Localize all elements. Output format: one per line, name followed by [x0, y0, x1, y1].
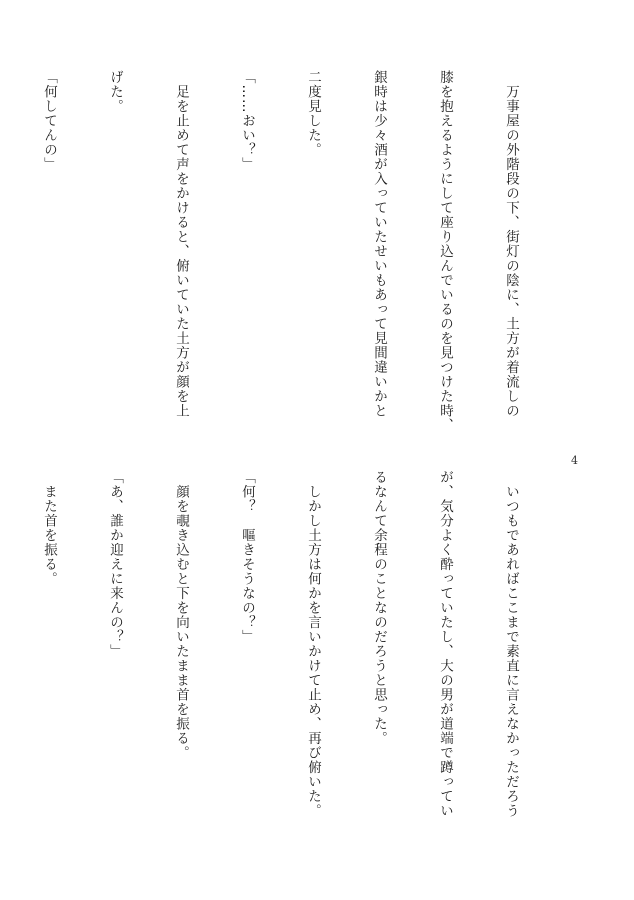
text-line: しかし土方は何かを言いかけて止め、再び俯いた。	[305, 470, 321, 818]
text-line: 二度見した。	[305, 70, 321, 157]
text-line: いつもであればここまで素直に言えなかっただろう	[503, 470, 519, 818]
text-line: 銀時は少々酒が入っていたせいもあって見間違いかと	[371, 70, 387, 418]
text-line: また首を振る。	[41, 470, 57, 586]
text-line: 「何してんの」	[41, 70, 57, 172]
text-line: 膝を抱えるようにして座り込んでいるのを見つけた時、	[437, 70, 453, 433]
text-block-lower	[0, 470, 566, 870]
text-line: が、気分よく酔っていたし、大の男が道端で蹲ってい	[437, 470, 453, 818]
text-line: げた。	[107, 70, 123, 114]
text-line: るなんて余程のことなのだろうと思った。	[371, 470, 387, 746]
text-line: 顔を覗き込むと下を向いたまま首を振る。	[173, 470, 189, 760]
text-line: 万事屋の外階段の下、街灯の陰に、土方が着流しの	[503, 70, 519, 418]
text-line: 「……おい？」	[239, 70, 255, 172]
page-number: 4	[571, 454, 578, 467]
text-block-upper	[0, 70, 566, 450]
text-line: 「あ、誰か迎えに来んの？」	[107, 470, 123, 659]
text-line: 足を止めて声をかけると、俯いていた土方が顔を上	[173, 70, 189, 418]
text-line: 「何？ 嘔きそうなの？」	[239, 470, 255, 644]
